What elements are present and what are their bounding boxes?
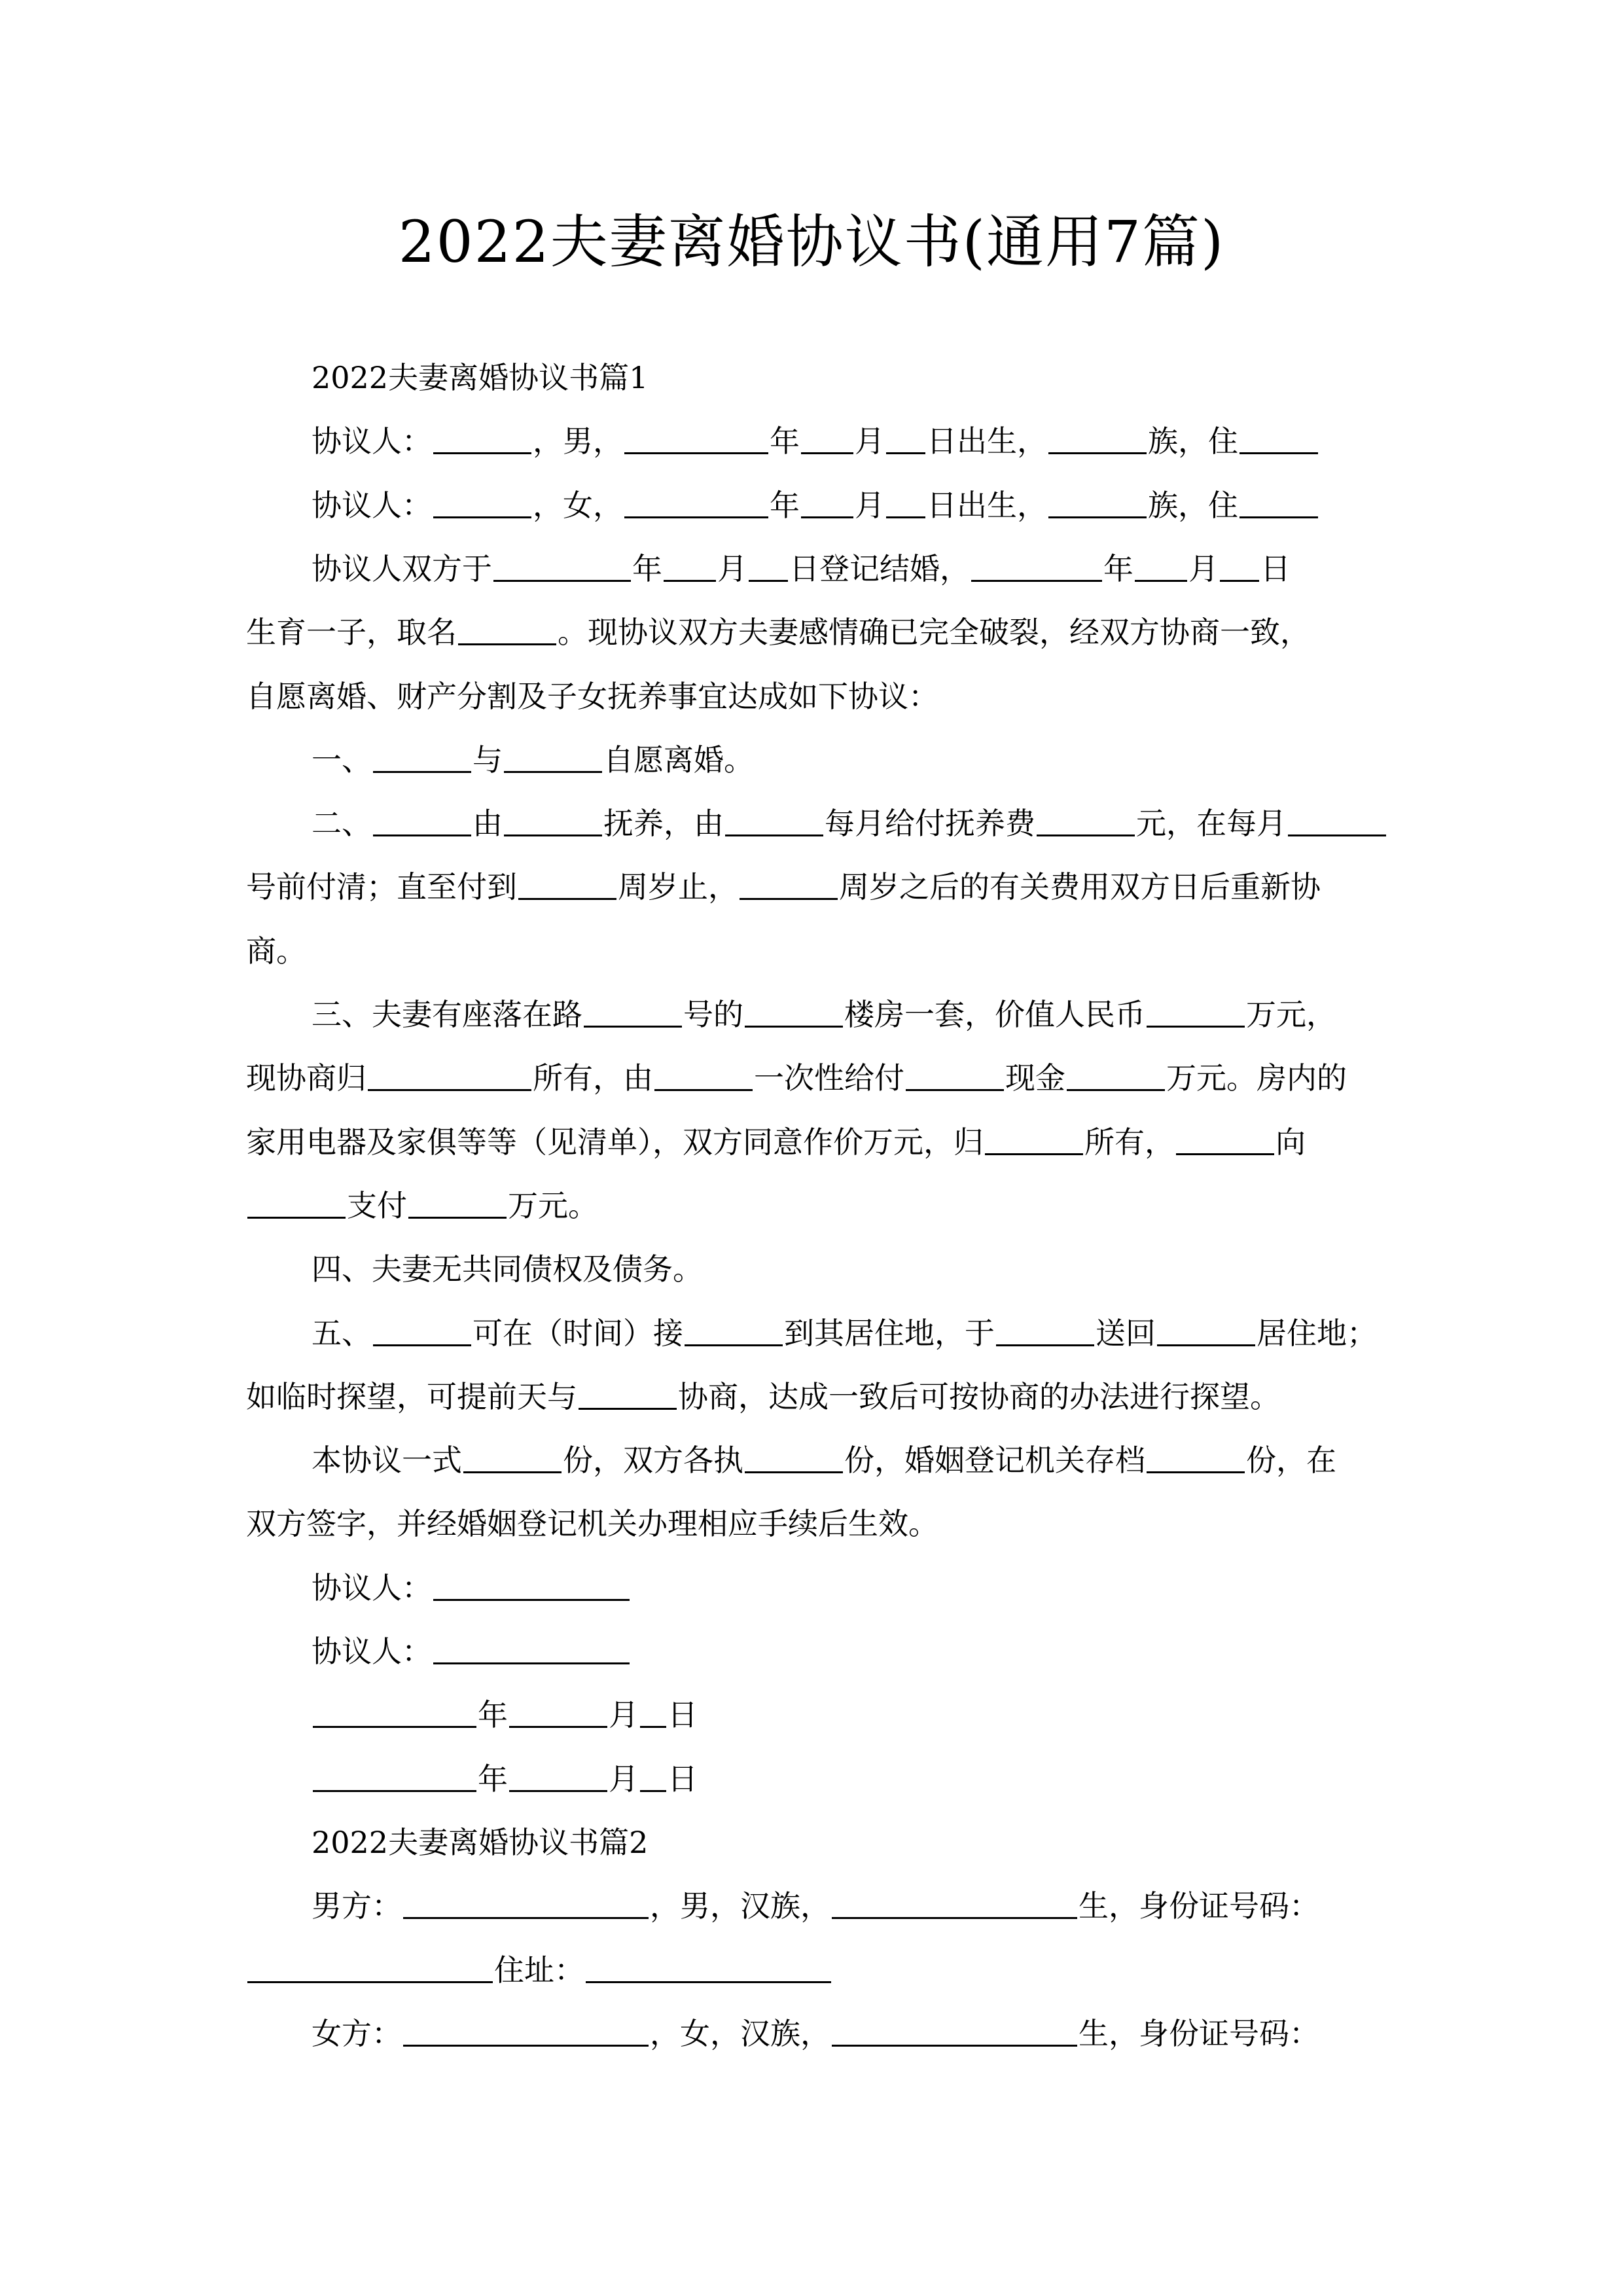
- line-text: 生育一子，取名: [246, 615, 457, 651]
- fill-in-blank: [1067, 1059, 1165, 1091]
- section-heading: 2022夫妻离婚协议书篇1: [312, 360, 649, 395]
- agreement-line: [312, 1620, 1378, 1683]
- fill-in-blank: [886, 486, 925, 518]
- agreement-line: [246, 1492, 1378, 1556]
- fill-in-blank: [373, 741, 471, 773]
- fill-in-blank: [740, 868, 838, 900]
- line-text: 协商，达成一致后可按协商的办法进行探望。: [678, 1378, 1280, 1414]
- line-text: 生，身份证号码：: [1079, 1888, 1319, 1924]
- line-text: 到其居住地，于: [784, 1315, 995, 1351]
- agreement-line: [312, 1429, 1378, 1492]
- line-text: 族，住: [1148, 423, 1238, 459]
- line-text: 本协议一式: [312, 1443, 462, 1479]
- agreement-line: [312, 1556, 1378, 1620]
- agreement-line: [312, 792, 1378, 855]
- fill-in-blank: [985, 1123, 1083, 1155]
- fill-in-blank: [584, 996, 682, 1028]
- document-title: 2022夫妻离婚协议书(通用7篇): [398, 208, 1225, 276]
- line-text: 男方：: [312, 1888, 402, 1924]
- agreement-line: [312, 1874, 1378, 1938]
- line-text: 商。: [246, 933, 306, 969]
- fill-in-blank: [906, 1059, 1004, 1091]
- line-text: 现协商归: [246, 1060, 366, 1096]
- line-text: 份，婚姻登记机关存档: [844, 1443, 1145, 1479]
- line-text: 号的: [683, 997, 743, 1032]
- line-text: 所有，: [1084, 1124, 1175, 1160]
- line-text: 族，住: [1148, 487, 1238, 523]
- fill-in-blank: [1135, 550, 1187, 582]
- agreement-line: [246, 1047, 1378, 1110]
- fill-in-blank: [1048, 422, 1147, 454]
- fill-in-blank: [579, 1378, 677, 1410]
- fill-in-blank: [996, 1314, 1094, 1346]
- agreement-line: [312, 1683, 1378, 1747]
- line-text: 元，在每月: [1136, 806, 1287, 842]
- fill-in-blank: [749, 550, 788, 582]
- line-text: 日出生，: [927, 487, 1047, 523]
- fill-in-blank: [624, 422, 768, 454]
- line-text: 家用电器及家俱等等（见清单），双方同意作价万元，归: [246, 1124, 984, 1160]
- line-text: 周岁之后的有关费用双方日后重新协: [839, 869, 1321, 905]
- line-text: 由: [473, 806, 503, 842]
- line-text: 份，双方各执: [563, 1443, 743, 1479]
- agreement-line: [246, 920, 1378, 983]
- fill-in-blank: [433, 486, 531, 518]
- line-text: 如临时探望，可提前天与: [246, 1378, 577, 1414]
- fill-in-blank: [433, 1569, 630, 1601]
- line-text: 自愿离婚、财产分割及子女抚养事宜达成如下协议：: [246, 678, 938, 714]
- line-text: 住址：: [494, 1952, 584, 1988]
- agreement-line: [246, 1111, 1378, 1174]
- line-text: 现金: [1005, 1060, 1065, 1096]
- line-text: 四、夫妻无共同债权及债务。: [312, 1251, 703, 1287]
- line-text: 五、: [312, 1315, 372, 1351]
- line-text: 协议人：: [312, 487, 432, 523]
- line-text: 送回: [1096, 1315, 1156, 1351]
- line-text: 向: [1275, 1124, 1306, 1160]
- fill-in-blank: [640, 1696, 666, 1728]
- fill-in-blank: [1048, 486, 1147, 518]
- line-text: ，女，汉族，: [650, 2015, 830, 2051]
- fill-in-blank: [433, 422, 531, 454]
- agreement-line: [312, 983, 1378, 1047]
- line-text: 年: [770, 487, 800, 523]
- line-text: 三、夫妻有座落在路: [312, 997, 582, 1032]
- line-text: 可在（时间）接: [473, 1315, 683, 1351]
- fill-in-blank: [664, 550, 716, 582]
- line-text: 。现协议双方夫妻感情确已完全破裂，经双方协商一致，: [558, 615, 1310, 651]
- line-text: 万元。房内的: [1166, 1060, 1347, 1096]
- line-text: 楼房一套，价值人民币: [844, 997, 1145, 1032]
- fill-in-blank: [1240, 486, 1318, 518]
- line-text: 万元。: [508, 1187, 598, 1223]
- line-text: 自愿离婚。: [603, 742, 754, 778]
- agreement-line: [312, 474, 1378, 537]
- line-text: 年: [770, 423, 800, 459]
- fill-in-blank: [247, 1187, 346, 1219]
- fill-in-blank: [1157, 1314, 1255, 1346]
- fill-in-blank: [433, 1632, 630, 1664]
- fill-in-blank: [368, 1059, 531, 1091]
- line-text: 日: [1260, 550, 1291, 586]
- line-text: 日: [668, 1697, 698, 1733]
- fill-in-blank: [1147, 1441, 1245, 1473]
- line-text: 一次性给付: [754, 1060, 904, 1096]
- fill-in-blank: [685, 1314, 783, 1346]
- line-text: 年: [478, 1697, 508, 1733]
- fill-in-blank: [313, 1760, 476, 1792]
- fill-in-blank: [504, 804, 602, 836]
- agreement-line: [312, 1238, 1378, 1301]
- line-text: 年: [478, 1761, 508, 1797]
- line-text: 与: [473, 742, 503, 778]
- line-text: 月: [609, 1697, 639, 1733]
- line-text: ，男，: [533, 423, 623, 459]
- line-text: 居住地；: [1257, 1315, 1377, 1351]
- line-text: 月: [717, 550, 747, 586]
- fill-in-blank: [971, 550, 1102, 582]
- line-text: 月: [855, 487, 885, 523]
- fill-in-blank: [518, 868, 616, 900]
- fill-in-blank: [801, 486, 853, 518]
- agreement-line: [312, 537, 1378, 601]
- line-text: 月: [855, 423, 885, 459]
- line-text: 协议人双方于: [312, 550, 492, 586]
- line-text: 支付: [347, 1187, 407, 1223]
- agreement-line: [312, 1748, 1378, 1811]
- fill-in-blank: [640, 1760, 666, 1792]
- fill-in-blank: [1288, 804, 1386, 836]
- agreement-line: [246, 1174, 1378, 1238]
- fill-in-blank: [504, 741, 602, 773]
- fill-in-blank: [654, 1059, 753, 1091]
- line-text: 万元，: [1246, 997, 1336, 1032]
- fill-in-blank: [745, 996, 843, 1028]
- fill-in-blank: [458, 613, 556, 645]
- line-text: 一、: [312, 742, 372, 778]
- line-text: 号前付清；直至付到: [246, 869, 517, 905]
- line-text: 二、: [312, 806, 372, 842]
- fill-in-blank: [745, 1441, 843, 1473]
- line-text: 协议人：: [312, 1634, 432, 1669]
- agreement-line: [312, 410, 1378, 473]
- agreement-line: [312, 2002, 1378, 2066]
- agreement-line: [246, 855, 1378, 919]
- fill-in-blank: [373, 804, 471, 836]
- fill-in-blank: [1176, 1123, 1274, 1155]
- fill-in-blank: [886, 422, 925, 454]
- fill-in-blank: [832, 1887, 1077, 1919]
- fill-in-blank: [1220, 550, 1259, 582]
- fill-in-blank: [493, 550, 631, 582]
- line-text: 双方签字，并经婚姻登记机关办理相应手续后生效。: [246, 1506, 938, 1542]
- fill-in-blank: [725, 804, 823, 836]
- line-text: 协议人：: [312, 423, 432, 459]
- fill-in-blank: [624, 486, 768, 518]
- fill-in-blank: [1147, 996, 1245, 1028]
- line-text: 周岁止，: [618, 869, 738, 905]
- line-text: 女方：: [312, 2015, 402, 2051]
- line-text: ，女，: [533, 487, 623, 523]
- line-text: 所有，由: [533, 1060, 653, 1096]
- agreement-line: [312, 728, 1378, 792]
- line-text: 日出生，: [927, 423, 1047, 459]
- fill-in-blank: [247, 1951, 493, 1983]
- agreement-line: [246, 1365, 1378, 1429]
- agreement-line: [246, 601, 1378, 664]
- line-text: ，男，汉族，: [650, 1888, 830, 1924]
- line-text: 协议人：: [312, 1570, 432, 1605]
- agreement-line: [312, 1302, 1378, 1365]
- line-text: 年: [632, 550, 662, 586]
- fill-in-blank: [586, 1951, 831, 1983]
- line-text: 日: [668, 1761, 698, 1797]
- fill-in-blank: [832, 2015, 1077, 2047]
- section-heading: 2022夫妻离婚协议书篇2: [312, 1824, 649, 1860]
- fill-in-blank: [408, 1187, 507, 1219]
- line-text: 每月给付抚养费: [825, 806, 1035, 842]
- line-text: 生，身份证号码：: [1079, 2015, 1319, 2051]
- line-text: 年: [1103, 550, 1133, 586]
- line-text: 抚养，由: [603, 806, 724, 842]
- fill-in-blank: [1037, 804, 1135, 836]
- line-text: 份，在: [1246, 1443, 1336, 1479]
- agreement-line: [246, 1939, 1378, 2002]
- fill-in-blank: [801, 422, 853, 454]
- line-text: 日登记结婚，: [789, 550, 970, 586]
- fill-in-blank: [1240, 422, 1318, 454]
- fill-in-blank: [463, 1441, 562, 1473]
- fill-in-blank: [403, 1887, 649, 1919]
- fill-in-blank: [373, 1314, 471, 1346]
- agreement-line: [246, 665, 1378, 728]
- line-text: 月: [1188, 550, 1219, 586]
- fill-in-blank: [509, 1696, 607, 1728]
- fill-in-blank: [509, 1760, 607, 1792]
- line-text: 月: [609, 1761, 639, 1797]
- fill-in-blank: [403, 2015, 649, 2047]
- fill-in-blank: [313, 1696, 476, 1728]
